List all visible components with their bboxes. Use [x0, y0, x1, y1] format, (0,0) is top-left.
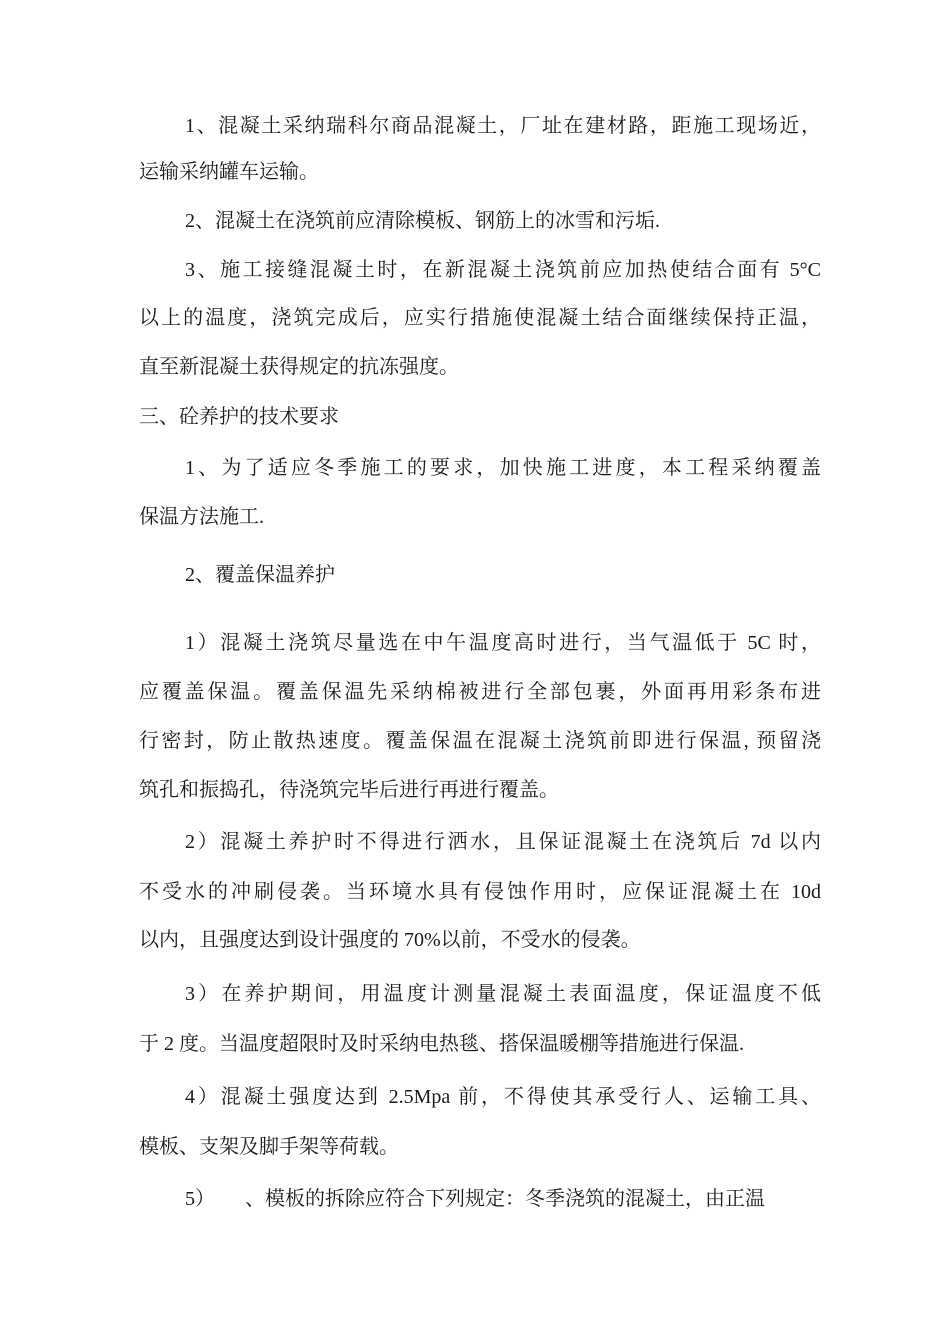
paragraph-line: 筑孔和振捣孔，待浇筑完毕后进行再进行覆盖。 — [139, 779, 559, 801]
paragraph-line: 于 2 度。当温度超限时及时采纳电热毯、搭保温暖棚等措施进行保温. — [139, 1033, 744, 1055]
paragraph-line: 2）混凝土养护时不得进行洒水，且保证混凝土在浇筑后 7d 以内 — [185, 831, 821, 853]
paragraph-line: 不受水的冲刷侵袭。当环境水具有侵蚀作用时，应保证混凝土在 10d — [139, 881, 821, 903]
paragraph-line: 以上的温度，浇筑完成后，应实行措施使混凝土结合面继续保持正温， — [139, 307, 821, 329]
paragraph-line: 应覆盖保温。覆盖保温先采纳棉被进行全部包裹，外面再用彩条布进 — [139, 681, 821, 703]
paragraph-line: 行密封，防止散热速度。覆盖保温在混凝土浇筑前即进行保温, 预留浇 — [139, 730, 821, 752]
paragraph-line: 1、混凝土采纳瑞科尔商品混凝土，厂址在建材路，距施工现场近， — [185, 115, 821, 137]
paragraph-line: 4）混凝土强度达到 2.5Mpa 前，不得使其承受行人、运输工具、 — [185, 1086, 821, 1108]
paragraph-line: 运输采纳罐车运输。 — [139, 161, 319, 183]
paragraph-line: 3）在养护期间，用温度计测量混凝土表面温度，保证温度不低 — [185, 983, 821, 1005]
paragraph-line: 5） 、模板的拆除应符合下列规定：冬季浇筑的混凝土，由正温 — [185, 1188, 765, 1210]
paragraph-line: 3、施工接缝混凝土时，在新混凝土浇筑前应加热使结合面有 5°C — [185, 259, 821, 281]
subsection-heading: 2、覆盖保温养护 — [185, 564, 335, 586]
paragraph-line: 1、为了适应冬季施工的要求，加快施工进度，本工程采纳覆盖 — [185, 457, 821, 479]
section-heading: 三、砼养护的技术要求 — [139, 406, 339, 428]
paragraph-line: 以内，且强度达到设计强度的 70%以前，不受水的侵袭。 — [139, 929, 641, 951]
paragraph-line: 1）混凝土浇筑尽量选在中午温度高时进行，当气温低于 5C 时， — [185, 632, 821, 654]
paragraph-line: 模板、支架及脚手架等荷载。 — [139, 1136, 399, 1158]
paragraph-line: 保温方法施工. — [139, 506, 264, 528]
paragraph-line: 直至新混凝土获得规定的抗冻强度。 — [139, 356, 459, 378]
paragraph-line: 2、混凝土在浇筑前应清除模板、钢筋上的冰雪和污垢. — [185, 210, 660, 232]
